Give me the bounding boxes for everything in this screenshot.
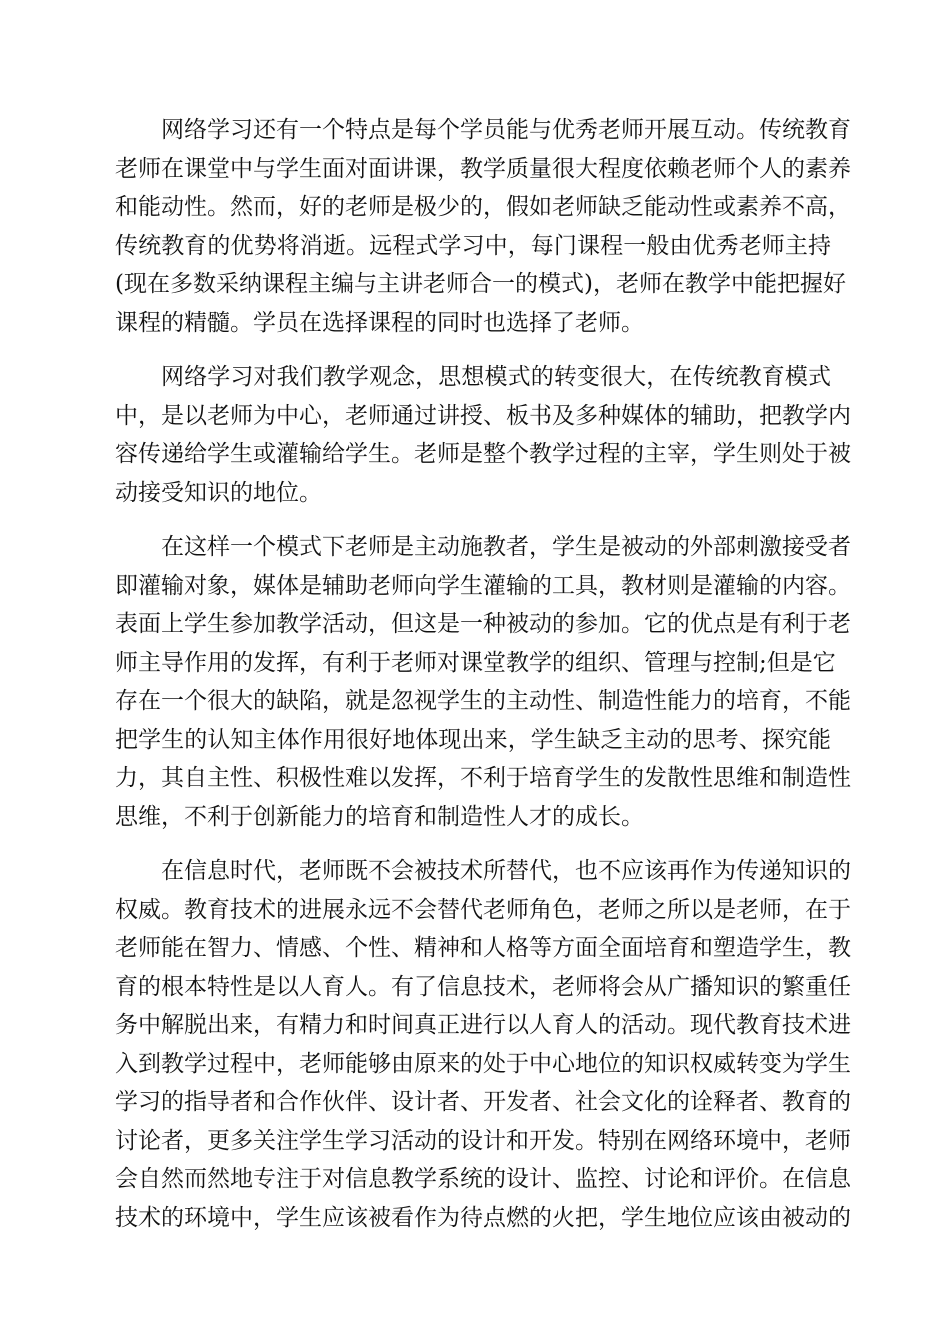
text-line: 传统教育的优势将消逝。远程式学习中，每门课程一般由优秀老师主持 <box>115 232 831 259</box>
text-line: 权威。教育技术的进展永远不会替代老师角色，老师之所以是老师，在于 <box>115 896 851 923</box>
paragraph <box>115 528 851 836</box>
text-line: 师主导作用的发挥，有利于老师对课堂教学的组织、管理与控制;但是它 <box>115 649 836 676</box>
text-line: 即灌输对象，媒体是辅助老师向学生灌输的工具，教材则是灌输的内容。 <box>115 572 851 599</box>
text-line: 育的根本特性是以人育人。有了信息技术，老师将会从广播知识的繁重任 <box>115 973 851 1000</box>
paragraph <box>115 358 851 512</box>
text-line: 把学生的认知主体作用很好地体现出来，学生缺乏主动的思考、探究能 <box>115 726 831 753</box>
text-line: 在信息时代，老师既不会被技术所替代，也不应该再作为传递知识的 <box>161 858 851 884</box>
text-line: 表面上学生参加教学活动，但这是一种被动的参加。它的优点是有利于老 <box>115 611 851 637</box>
text-line: 入到教学过程中，老师能够由原来的处于中心地位的知识权威转变为学生 <box>115 1050 851 1077</box>
text-line: 和能动性。然而，好的老师是极少的，假如老师缺乏能动性或素养不高， <box>115 194 851 220</box>
text-line: 老师能在智力、情感、个性、精神和人格等方面全面培育和塑造学生，教 <box>115 935 851 961</box>
document-body <box>115 111 851 1253</box>
text-line: 容传递给学生或灌输给学生。老师是整个教学过程的主宰，学生则处于被 <box>115 441 851 467</box>
text-line: 在这样一个模式下老师是主动施教者，学生是被动的外部刺激接受者 <box>161 534 851 560</box>
text-line: 讨论者，更多关注学生学习活动的设计和开发。特别在网络环境中，老师 <box>115 1127 851 1154</box>
paragraph <box>115 111 851 342</box>
paragraph <box>115 852 851 1237</box>
text-line: 存在一个很大的缺陷，就是忽视学生的主动性、制造性能力的培育，不能 <box>115 688 851 714</box>
text-line: 务中解脱出来，有精力和时间真正进行以人育人的活动。现代教育技术进 <box>115 1012 851 1038</box>
text-line: 力，其自主性、积极性难以发挥，不利于培育学生的发散性思维和制造性 <box>115 765 851 791</box>
text-line: 老师在课堂中与学生面对面讲课，教学质量很大程度依赖老师个人的素养 <box>115 155 851 182</box>
text-line: (现在多数采纳课程主编与主讲老师合一的模式)，老师在教学中能把握好 <box>115 271 846 297</box>
text-line: 思维，不利于创新能力的培育和制造性人才的成长。 <box>115 803 644 830</box>
text-line: 中，是以老师为中心，老师通过讲授、板书及多种媒体的辅助，把教学内 <box>115 402 851 429</box>
text-line: 网络学习对我们教学观念，思想模式的转变很大，在传统教育模式 <box>161 364 831 390</box>
text-line: 学习的指导者和合作伙伴、设计者、开发者、社会文化的诠释者、教育的 <box>115 1089 851 1115</box>
text-line: 动接受知识的地位。 <box>115 479 322 506</box>
text-line: 技术的环境中，学生应该被看作为待点燃的火把，学生地位应该由被动的 <box>115 1204 851 1231</box>
text-line: 网络学习还有一个特点是每个学员能与优秀老师开展互动。传统教育 <box>161 117 851 143</box>
text-line: 课程的精髓。学员在选择课程的同时也选择了老师。 <box>115 309 644 336</box>
text-line: 会自然而然地专注于对信息教学系统的设计、监控、讨论和评价。在信息 <box>115 1166 851 1192</box>
